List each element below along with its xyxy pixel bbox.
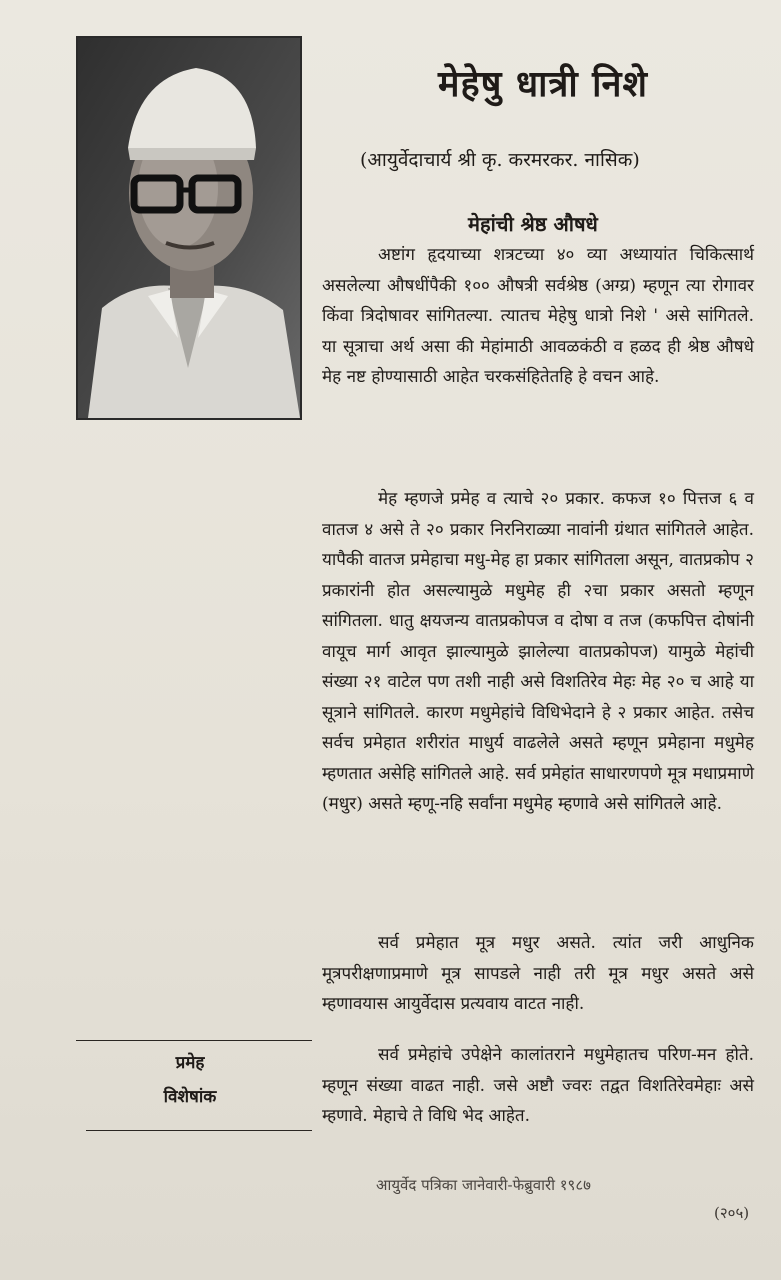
paragraph: सर्व प्रमेहात मूत्र मधुर असते. त्यांत जरी आधुनिक मूत्रपरीक्षणाप्रमाणे मूत्र सापडले नाही तरी मूत्र मधुर असते असे म्हणावयास आयुर्वेदास प्रत्यवाय वाटत नाही. — [322, 933, 754, 1014]
portrait-image — [78, 38, 300, 418]
divider — [86, 1130, 312, 1131]
page-number: (२०५) — [714, 1204, 750, 1222]
journal-footer: आयुर्वेद पत्रिका जानेवारी-फेब्रुवारी १९८७ — [376, 1176, 591, 1194]
article-author: (आयुर्वेदाचार्य श्री कृ. करमरकर. नासिक) — [360, 149, 640, 171]
section-heading: मेहांची श्रेष्ठ औषधे — [468, 212, 598, 236]
article-title: मेहेषु धात्री निशे — [438, 63, 648, 105]
paragraph: अष्टांग हृदयाच्या शत्रटच्या ४० व्या अध्यायांत चिकित्सार्थ असलेल्या औषधींपैकी १०० औषत्री सर्वश्रेष्ठ (अग्य्र) म्हणून त्या रोगावर किंवा त्रिदोषावर सांगितल्या. त्यातच मेहेषु धात्रो निशे ' असे सांगितले. या सूत्राचा अर्थ असा की मेहांमाठी आवळकंठी व हळद ही श्रेष्ठ औषधे मेह नष्ट होण्यासाठी आहेत चरकसंहितेतहि हे वचन आहे. — [322, 245, 754, 387]
author-photo — [76, 36, 302, 420]
paragraph: मेह म्हणजे प्रमेह व त्याचे २० प्रकार. कफज १० पित्तज ६ व वातज ४ असे ते २० प्रकार निरनिराळ्या नावांनी ग्रंथात सांगितले आहेत. यापैकी वातज प्रमेहाचा मधु-मेह हा प्रकार सांगितला असून, वातप्रकोप २ प्रकारांनी होत असल्यामुळे मधुमेह ही २चा प्रकार असतो म्हणून सांगितला. धातु क्षयजन्य वातप्रकोपज व दोषा व तज (कफपित्त दोषांनी वायूच मार्ग आवृत झाल्यामुळे झालेल्या वातप्रकोपज) यामुळे मेहांची संख्या २१ वाटेल पण तशी नाही असे विशतिरेव मेहः मेह २० च आहे या सूत्राने सांगितले. कारण मधुमेहांचे विधिभेदाने हे २ प्रकार आहेत. तसेच सर्वच प्रमेहात शरीरांत माधुर्य वाढलेले असते म्हणून प्रमेहाना मधुमेह म्हणतात असेहि सांगितले आहे. सर्व प्रमेहांत साधारणपणे मूत्र मधाप्रमाणे (मधुर) असते म्हणू-नहि सर्वांना मधुमेह म्हणावे असे सांगितले आहे. — [322, 489, 754, 814]
paragraph: सर्व प्रमेहांचे उपेक्षेने कालांतराने मधुमेहातच परिण-मन होते. म्हणून संख्या वाढत नाही. जसे अष्टौ ज्वरः तद्वत विशतिरेवमेहाः असे म्हणावे. मेहाचे ते विधि भेद आहेत. — [322, 1045, 754, 1126]
divider — [76, 1040, 312, 1041]
issue-label-line2: विशेषांक — [163, 1087, 217, 1107]
issue-label-line1: प्रमेह — [175, 1053, 205, 1073]
